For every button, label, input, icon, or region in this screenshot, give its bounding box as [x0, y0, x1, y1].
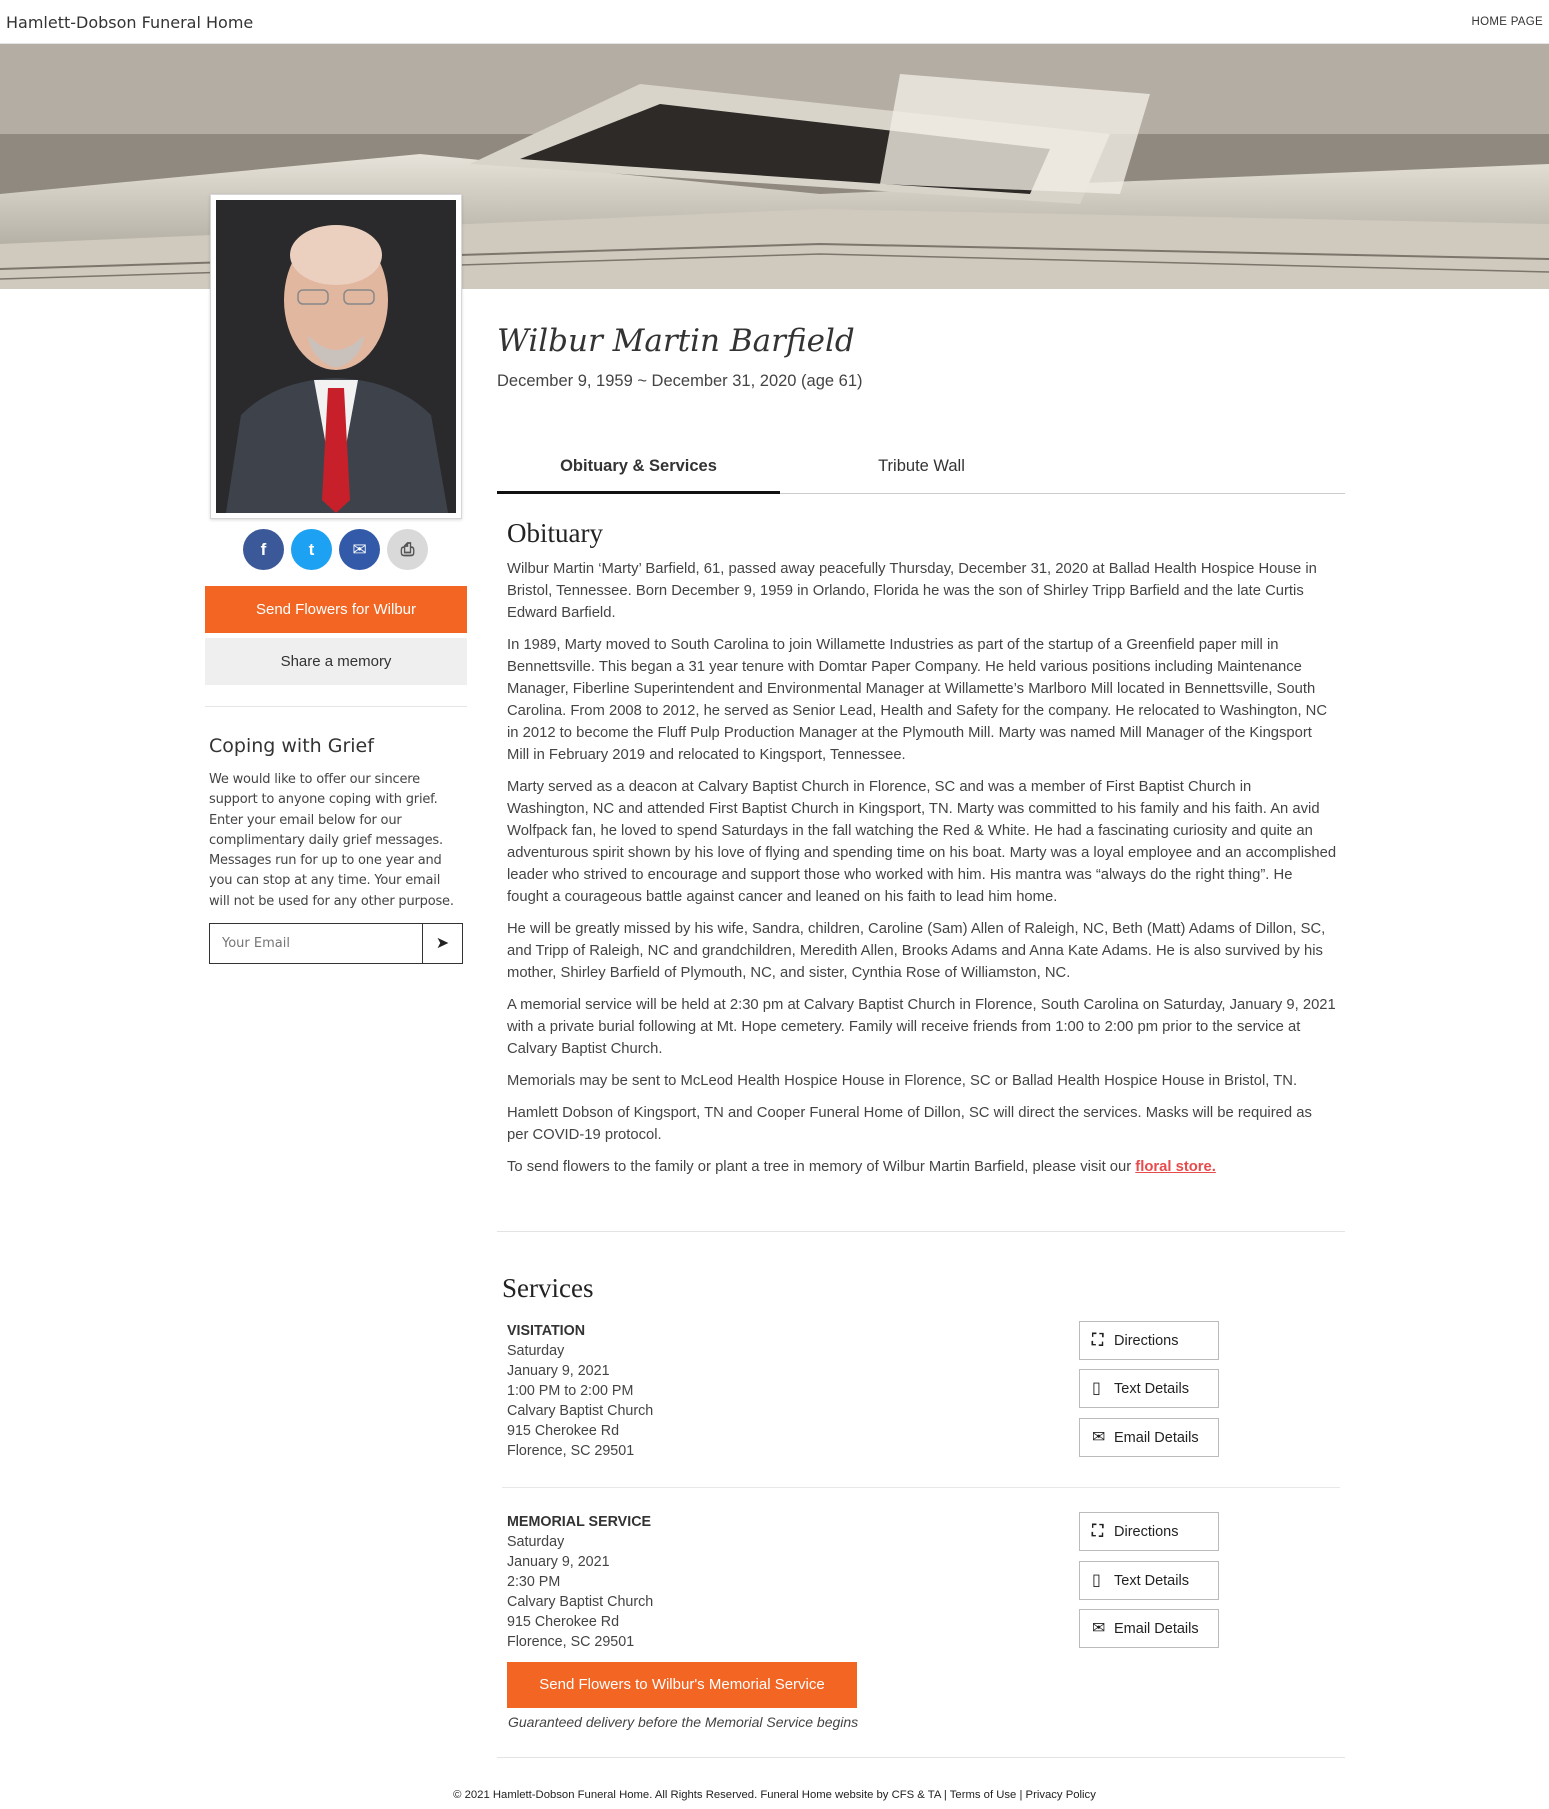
print-icon[interactable]: ⎙	[387, 529, 428, 570]
send-icon[interactable]: ➤	[435, 935, 450, 952]
sidebar-divider	[205, 706, 467, 707]
email-details-label: Email Details	[1114, 1621, 1199, 1637]
envelope-icon: ✉	[1092, 1620, 1106, 1637]
envelope-icon: ✉	[1092, 1429, 1106, 1446]
floral-store-link[interactable]: floral store.	[1135, 1159, 1216, 1175]
send-flowers-service-button[interactable]: Send Flowers to Wilbur's Memorial Service	[507, 1662, 857, 1708]
service-date: January 9, 2021	[507, 1363, 610, 1379]
deceased-name: Wilbur Martin Barfield	[497, 323, 855, 359]
section-divider	[497, 1231, 1345, 1232]
portrait-photo	[210, 194, 462, 519]
top-nav	[0, 0, 1549, 44]
obituary-paragraph: He will be greatly missed by his wife, Sandra, children, Caroline (Sam) Allen of Raleigh, NC, Beth (Matt) Adams of Dillon, SC, and Tripp of Raleigh, NC and grandchildren, Meredith Allen, Brooks Adams and Anna Kate Adams. He is also survived by his mother, Shirley Barfield of Plymouth, NC, and sister, Cynthia Rose of Williamston, NC.	[507, 921, 1326, 981]
service-place: Calvary Baptist Church	[507, 1403, 654, 1419]
section-divider	[497, 1757, 1345, 1758]
email-icon[interactable]: ✉	[339, 529, 380, 570]
text-details-label: Text Details	[1114, 1573, 1189, 1589]
directions-label: Directions	[1114, 1333, 1179, 1349]
text-details-button[interactable]	[1079, 1369, 1219, 1408]
text-details-button[interactable]	[1079, 1561, 1219, 1600]
terms-link[interactable]: Terms of Use	[949, 1789, 1017, 1801]
service-street: 915 Cherokee Rd	[507, 1423, 620, 1439]
footer-separator: |	[1016, 1789, 1026, 1801]
service-visitation	[507, 1321, 867, 1461]
service-day: Saturday	[507, 1534, 565, 1550]
service-type: MEMORIAL SERVICE	[507, 1514, 652, 1530]
service-time: 2:30 PM	[507, 1574, 561, 1590]
email-details-label: Email Details	[1114, 1430, 1199, 1446]
obituary-paragraph: A memorial service will be held at 2:30 pm at Calvary Baptist Church in Florence, South Carolina on Saturday, January 9, 2021 with a private burial following at Mt. Hope cemetery. Family will receive friends from 1:00 to 2:00 pm prior to the service at Calvary Baptist Church.	[507, 997, 1336, 1057]
grief-email-form	[209, 923, 463, 964]
tab-obituary-services[interactable]: Obituary & Services	[497, 440, 780, 494]
obituary-paragraph: Marty served as a deacon at Calvary Baptist Church in Florence, SC and was a member of First Baptist Church in Washington, NC and attended First Baptist Church in Kingsport, TN. Marty was committed to his family and his faith. An avid Wolfpack fan, he loved to spend Saturdays in the fall watching the Red & White. He had a fascinating curiosity and quite an adventurous spirit shown by his love of flying and spending time on his boat. Marty was a loyal employee and an accomplished leader who strived to encourage and support those who worked with him. His mantra was “always do the right thing”. He fought a courageous battle against cancer and leaned on his faith to lead him home.	[507, 779, 1337, 905]
service-day: Saturday	[507, 1343, 565, 1359]
service-memorial	[507, 1512, 867, 1652]
facebook-icon[interactable]: f	[243, 529, 284, 570]
service-place: Calvary Baptist Church	[507, 1594, 654, 1610]
service-city: Florence, SC 29501	[507, 1443, 635, 1459]
obituary-final-paragraph	[507, 1156, 1337, 1178]
footer	[0, 1789, 1549, 1801]
service-date: January 9, 2021	[507, 1554, 610, 1570]
service-divider	[502, 1487, 1340, 1488]
copyright-text: © 2021 Hamlett-Dobson Funeral Home. All Rights Reserved. Funeral Home website by CFS & TA	[453, 1789, 941, 1801]
directions-label: Directions	[1114, 1524, 1179, 1540]
obituary-body	[507, 558, 1337, 1188]
share-memory-button[interactable]: Share a memory	[205, 638, 467, 685]
floral-store-text: To send flowers to the family or plant a tree in memory of Wilbur Martin Barfield, please visit our	[507, 1159, 1136, 1175]
grief-title: Coping with Grief	[209, 735, 374, 757]
grief-description: We would like to offer our sincere support to anyone coping with grief. Enter your email below for our complimentary daily grief messages. Messages run for up to one year and you can stop at any time. Your email will not be used for any other purpose.	[209, 772, 454, 909]
obituary-paragraph: Hamlett Dobson of Kingsport, TN and Cooper Funeral Home of Dillon, SC will direct the services. Masks will be required as per COVID-19 protocol.	[507, 1105, 1312, 1143]
obituary-paragraph: Wilbur Martin ‘Marty’ Barfield, 61, passed away peacefully Thursday, December 31, 2020 at Ballad Health Hospice House in Bristol, Tennessee. Born December 9, 1959 in Orlando, Florida he was the son of Shirley Tripp Barfield and the late Curtis Edward Barfield.	[507, 561, 1317, 621]
obituary-heading: Obituary	[507, 518, 603, 548]
twitter-icon[interactable]: t	[291, 529, 332, 570]
text-details-label: Text Details	[1114, 1381, 1189, 1397]
email-input[interactable]	[210, 924, 423, 963]
home-page-link[interactable]: HOME PAGE	[1471, 16, 1543, 28]
phone-icon: ▯	[1092, 1380, 1101, 1397]
service-time: 1:00 PM to 2:00 PM	[507, 1383, 634, 1399]
directions-button[interactable]	[1079, 1321, 1219, 1360]
tab-bar	[497, 440, 1345, 494]
email-details-button[interactable]	[1079, 1418, 1219, 1457]
services-heading: Services	[502, 1273, 594, 1303]
life-dates: December 9, 1959 ~ December 31, 2020 (age 61)	[497, 372, 863, 390]
footer-separator: |	[940, 1789, 950, 1801]
privacy-link[interactable]: Privacy Policy	[1025, 1789, 1096, 1801]
social-share	[243, 529, 429, 571]
brand-link[interactable]: Hamlett-Dobson Funeral Home	[6, 13, 254, 32]
obituary-paragraph: In 1989, Marty moved to South Carolina to join Willamette Industries as part of the startup of a Greenfield paper mill in Bennettsville. This began a 31 year tenure with Domtar Paper Company. He held various positions including Maintenance Manager, Fiberline Superintendent and Environmental Manager at Willamette’s Marlboro Mill located in Bennettsville, South Carolina. From 2008 to 2012, he served as Senior Lead, Health and Safety for the company. He relocated to Washington, NC in 2012 to become the Fluff Pulp Production Manager at the Plymouth Mill. Marty was named Mill Manager of the Kingsport Mill in February 2019 and relocated to Kingsport, Tennessee.	[507, 637, 1328, 763]
service-type: VISITATION	[507, 1323, 586, 1339]
service-street: 915 Cherokee Rd	[507, 1614, 620, 1630]
obituary-paragraph: Memorials may be sent to McLeod Health Hospice House in Florence, SC or Ballad Health Hospice House in Bristol, TN.	[507, 1073, 1298, 1089]
delivery-guarantee: Guaranteed delivery before the Memorial Service begins	[508, 1714, 859, 1730]
directions-button[interactable]	[1079, 1512, 1219, 1551]
send-flowers-button[interactable]: Send Flowers for Wilbur	[205, 586, 467, 633]
service-city: Florence, SC 29501	[507, 1634, 635, 1650]
road-icon: ⛶	[1092, 1332, 1104, 1349]
tab-tribute-wall[interactable]: Tribute Wall	[878, 457, 965, 475]
portrait-image	[216, 200, 456, 513]
phone-icon: ▯	[1092, 1572, 1101, 1589]
email-details-button[interactable]	[1079, 1609, 1219, 1648]
road-icon: ⛶	[1092, 1523, 1104, 1540]
